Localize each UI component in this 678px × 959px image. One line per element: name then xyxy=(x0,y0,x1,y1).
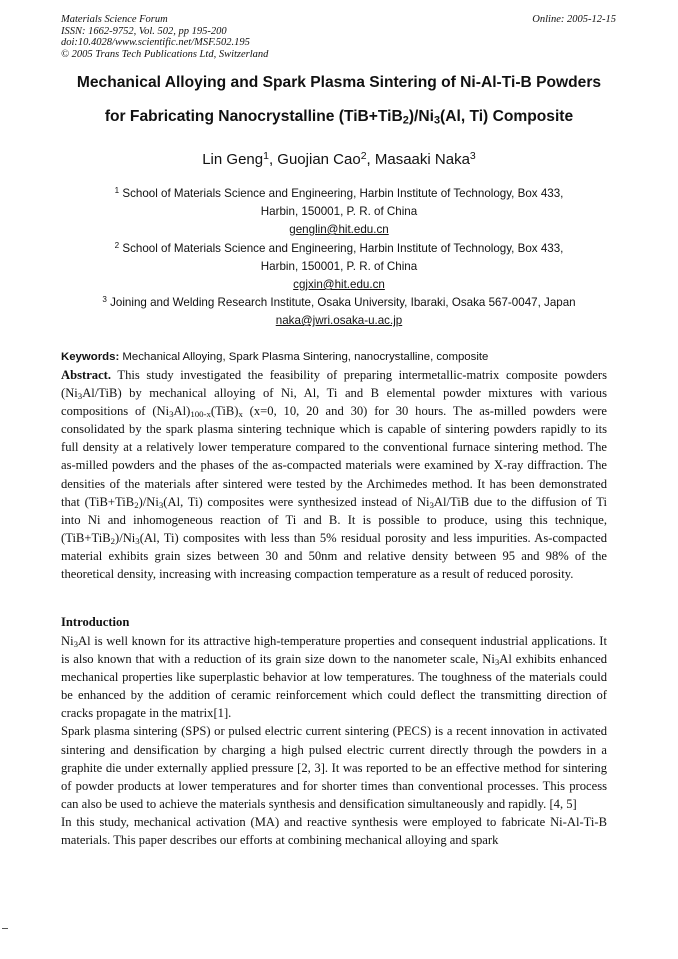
affiliation-number: 3 xyxy=(102,294,107,304)
affiliation-2 xyxy=(40,240,638,294)
abstract-text: )/Ni xyxy=(115,530,136,545)
abstract-subscript: 3 xyxy=(169,409,174,420)
affiliation-city: Harbin, 150001, P. R. of China xyxy=(260,260,418,273)
copyright-line: © 2005 Trans Tech Publications Ltd, Switzerland xyxy=(61,48,269,60)
affiliation-line xyxy=(40,240,638,258)
title-subscript: 3 xyxy=(433,114,441,127)
doi-line: doi:10.4028/www.scientific.net/MSF.502.195 xyxy=(61,37,250,48)
keywords-label: Keywords: xyxy=(61,351,120,363)
author-list xyxy=(0,151,678,168)
introduction-body xyxy=(61,632,607,849)
paragraph: Spark plasma sintering (SPS) or pulsed electric current sintering (PECS) is a recent innovation in activated sintering and densification by charging a high pulsed electric current directly through the powders in a graphite die under externally applied pressure [2, 3]. It was reported to be an effective method for sintering of powder products at lower temperatures and for shorter times than conventional processes. This process can also be used to achieve the materials synthesis and densification simultaneously and rapidly. [4, 5] xyxy=(61,724,607,811)
abstract-subscript: 100-x xyxy=(190,409,211,420)
affiliation-marker: 2 xyxy=(360,149,367,162)
abstract-text: Al/TiB due to the diffusion of Ti into Ni and inhomogeneous reaction of Ti and B. It is possible to produce, using this technique, (TiB+TiB xyxy=(61,494,607,545)
affiliation-3 xyxy=(40,294,638,330)
paragraph-text: Ni xyxy=(61,634,74,648)
abstract-subscript: 2 xyxy=(134,499,139,510)
paragraph-subscript: 3 xyxy=(494,657,500,668)
email-link[interactable]: cgjxin@hit.edu.cn xyxy=(293,278,385,291)
title-text: )/Ni xyxy=(408,108,434,125)
paragraph: In this study, mechanical activation (MA) and reactive synthesis were employed to fabricate Ni-Al-Ti-B materials. This paper describes our efforts at combining mechanical alloying and spark xyxy=(61,814,607,848)
author-name: Guojian Cao xyxy=(277,151,361,168)
paragraph-text: Al is well known for its attractive high-temperature properties and consequent industrial applications. It is also known that with a reduction of its grain size down to the nanometer scale, Ni xyxy=(61,634,607,667)
abstract-subscript: x xyxy=(238,409,243,420)
abstract-text: (Al, Ti) composites were synthesized instead of Ni xyxy=(163,494,430,509)
abstract-text: (Al, Ti) composites with less than 5% residual porosity and less impurities. As-compacted material exhibits grain sizes between 30 and 50nm and relative density between 95 and 98% of the theoretical density, increasing with increasing compaction temperature as a result of reduced porosity. xyxy=(61,530,607,582)
paper-title-line-2 xyxy=(40,108,638,126)
affiliation-text: School of Materials Science and Engineering, Harbin Institute of Technology, Box 433, xyxy=(119,187,564,200)
author-separator: , xyxy=(366,151,375,168)
title-subscript: 2 xyxy=(402,114,409,127)
email-link[interactable]: naka@jwri.osaka-u.ac.jp xyxy=(275,314,403,327)
journal-name: Materials Science Forum xyxy=(61,14,168,25)
title-text: for Fabricating Nanocrystalline (TiB+TiB xyxy=(104,108,403,125)
affiliation-number: 1 xyxy=(114,185,120,195)
abstract-text: (TiB) xyxy=(210,404,239,419)
scan-edge-mark xyxy=(2,928,8,929)
affiliation-text: School of Materials Science and Engineering, Harbin Institute of Technology, Box 433, xyxy=(119,242,564,255)
abstract-subscript: 3 xyxy=(135,536,140,547)
abstract-text: Al) xyxy=(173,404,191,419)
keywords-text: Mechanical Alloying, Spark Plasma Sintering, nanocrystalline, composite xyxy=(119,351,489,363)
title-text: (Al, Ti) Composite xyxy=(440,108,574,125)
email-link[interactable]: genglin@hit.edu.cn xyxy=(289,223,389,236)
paragraph-text: Al exhibits enhanced mechanical properties like superplastic behavior at low temperatures. The toughness of the materials could be enhanced by the addition of ceramic reinforcement which could deflect the transmitting direction of cracks propagate in the matrix[1]. xyxy=(61,652,607,721)
abstract-subscript: 3 xyxy=(77,391,83,402)
author-name: Masaaki Naka xyxy=(374,151,470,168)
paragraph xyxy=(61,632,607,722)
author-separator: , xyxy=(268,151,278,168)
abstract-subscript: 2 xyxy=(110,536,115,547)
online-date: Online: 2005-12-15 xyxy=(532,14,616,25)
affiliation-line xyxy=(40,185,638,203)
abstract-subscript: 3 xyxy=(429,499,434,510)
abstract-subscript: 3 xyxy=(158,499,164,510)
abstract-text: Al/TiB) by mechanical alloying of Ni, Al, Ti and B elemental powder mixtures with various compositions of (Ni xyxy=(61,386,607,419)
issn-line: ISSN: 1662-9752, Vol. 502, pp 195-200 xyxy=(61,25,227,37)
affiliation-marker: 1 xyxy=(263,149,269,162)
abstract xyxy=(61,366,607,583)
abstract-text: This study investigated the feasibility of preparing intermetallic-matrix composite powders (Ni xyxy=(61,368,607,401)
affiliation-marker: 3 xyxy=(469,149,476,162)
affiliation-line xyxy=(40,294,638,312)
paragraph-subscript: 3 xyxy=(73,639,78,650)
affiliation-number: 2 xyxy=(114,240,120,250)
keywords xyxy=(61,348,607,366)
author-name: Lin Geng xyxy=(202,151,264,168)
paper-title-line-1: Mechanical Alloying and Spark Plasma Sintering of Ni-Al-Ti-B Powders xyxy=(76,74,602,91)
abstract-text: (x=0, 10, 20 and 30) for 30 hours. The as-milled powders were consolidated by the spark plasma sintering technique which is capable of sintering powders rapidly to its full density at a relatively lower temperature compared to the conventional furnace sintering method. The as-milled powders and the phases of the as-compacted materials were examined by X-ray diffraction. The densities of the materials after sintered were tested by the Archimedes method. It has been demonstrated that (TiB+TiB xyxy=(61,404,607,509)
section-heading-introduction: Introduction xyxy=(61,615,130,629)
abstract-label: Abstract. xyxy=(61,368,112,382)
abstract-text: )/Ni xyxy=(138,494,159,509)
affiliation-1 xyxy=(40,185,638,239)
journal-header xyxy=(61,14,268,60)
affiliation-text: Joining and Welding Research Institute, Osaka University, Ibaraki, Osaka 567-0047, Japan xyxy=(106,296,576,309)
affiliation-city: Harbin, 150001, P. R. of China xyxy=(260,205,418,218)
